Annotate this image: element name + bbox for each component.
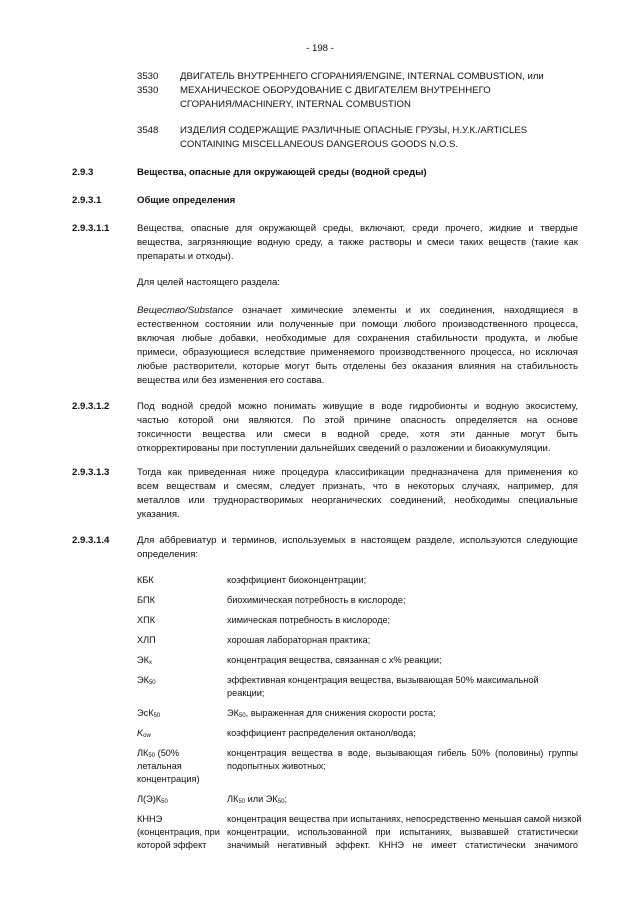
subscript: 50 xyxy=(238,799,246,805)
text-line: Тогда как приведенная ниже процедура классификации предназначена для применения ко xyxy=(137,467,578,478)
paragraph-2-9-3-1-3 xyxy=(137,466,578,522)
definition-row xyxy=(137,747,578,786)
abbr-base: Л(Э)К xyxy=(137,794,162,804)
text-line: включая любые добавки, необходимые для сохранения стабильности продукта, и любые xyxy=(137,333,578,344)
text-line: Вещества, опасные для окружающей среды, включают, среди прочего, жидкие и твердые xyxy=(137,223,578,234)
paragraph-number: 2.9.3.1.3 xyxy=(72,467,110,478)
paragraph-number: 2.9.3.1.4 xyxy=(72,535,110,546)
text-line xyxy=(137,304,578,318)
un-number: 3548 xyxy=(137,125,159,136)
abbr-subscript: 50 xyxy=(153,713,161,719)
text-line: подопытных животных; xyxy=(227,761,326,771)
text-line: определения: xyxy=(137,549,199,560)
subscript: 50 xyxy=(238,713,246,719)
un-number: 3530 xyxy=(137,85,159,96)
definition-abbr: БПК xyxy=(137,595,155,605)
definitions-list xyxy=(137,574,582,859)
definition-row xyxy=(137,614,578,627)
subscript: 50 xyxy=(277,799,285,805)
un-number: 3530 xyxy=(137,71,159,82)
definition-abbr xyxy=(137,747,227,786)
definition-abbr: ХПК xyxy=(137,615,156,625)
paragraph-intro: Для целей настоящего раздела: xyxy=(137,277,280,288)
paragraph-substance-definition xyxy=(137,304,578,388)
definition-abbr: ХЛП xyxy=(137,635,156,645)
un-name: ДВИГАТЕЛЬ ВНУТРЕННЕГО СГОРАНИЯ/ENGINE, INTERNAL COMBUSTION, или xyxy=(180,71,544,82)
text-line: Под водной средой можно понимать живущие в воде гидробионты и водную экосистему, xyxy=(137,401,578,412)
definition-row xyxy=(137,594,578,607)
abbr-subscript: 50 xyxy=(148,680,156,686)
abbr-base: ЛК xyxy=(137,748,149,758)
definition-abbr xyxy=(137,727,227,740)
definition-text xyxy=(227,707,578,720)
paragraph-2-9-3-1-2 xyxy=(137,400,578,456)
definition-text: биохимическая потребность в кислороде; xyxy=(227,595,406,605)
text-line: препараты и отходы). xyxy=(137,251,234,262)
abbr-subscript: 50 xyxy=(161,799,168,805)
text-line: концентрация вещества при испытаниях, непосредственно меньшая самой низкой xyxy=(227,814,582,824)
abbr-base: ЭК xyxy=(137,655,149,665)
text-line: любые растворители, которые могут быть отделены без оказания влияния на стабильность xyxy=(137,361,578,372)
definition-row xyxy=(137,654,578,667)
section-number: 2.9.3 xyxy=(72,167,94,178)
text: ; xyxy=(284,794,288,804)
section-title: Вещества, опасные для окружающей среды (водной среды) xyxy=(137,167,427,178)
un-name: ИЗДЕЛИЯ СОДЕРЖАЩИЕ РАЗЛИЧНЫЕ ОПАСНЫЕ ГРУЗЫ, Н.У.К./ARTICLES xyxy=(180,125,528,136)
definition-row xyxy=(137,793,578,806)
definition-abbr xyxy=(137,707,227,720)
abbr-subscript: ow xyxy=(143,733,151,739)
abbr-subscript: 50 xyxy=(148,753,156,759)
definition-text: коэффициент распределения октанол/вода; xyxy=(227,728,416,738)
definition-row xyxy=(137,574,578,587)
text-line: значимый негативный эффект. КННЭ не имеет статистически значимого xyxy=(227,840,578,850)
definition-abbr: КБК xyxy=(137,575,154,585)
paragraph-number: 2.9.3.1.1 xyxy=(72,223,110,234)
definition-abbr: КННЭ (концентрация, при которой эффект xyxy=(137,814,220,850)
definition-row xyxy=(137,727,578,740)
paragraph-number: 2.9.3.1.2 xyxy=(72,401,110,412)
text: ЭК xyxy=(227,708,239,718)
text-line: всем веществам и смесям, следует признать, что в некоторых случаях, например, для xyxy=(137,481,578,492)
abbr-base: ЭК xyxy=(137,675,149,685)
definition-row xyxy=(137,634,578,647)
text-line: вещества, загрязняющие водную среду, а также растворы и смеси таких веществ (такие как xyxy=(137,237,578,248)
definition-abbr xyxy=(137,654,227,667)
definition-row xyxy=(137,674,578,700)
definition-text: концентрация вещества, связанная с x% реакции; xyxy=(227,655,442,665)
paragraph-2-9-3-1-4 xyxy=(137,534,578,562)
text: , выраженная для снижения скорости роста; xyxy=(245,708,436,718)
text-line: токсичности вещества или смеси в водной среде, хотя эти данные могут быть xyxy=(137,429,578,440)
definition-text xyxy=(227,747,578,773)
text-line: указания. xyxy=(137,509,180,520)
text-line: вещества или без изменения его состава. xyxy=(137,375,325,386)
text: или ЭК xyxy=(245,794,278,804)
text-line: примеси, образующиеся вследствие применяемого производственного процесса, но исключая xyxy=(137,347,578,358)
definition-row xyxy=(137,813,582,852)
abbr-tail: (50% летальная концентрация) xyxy=(137,748,200,784)
definition-abbr xyxy=(137,674,227,687)
abbr-base: K xyxy=(137,728,144,738)
definition-abbr xyxy=(137,793,227,806)
text-line: металлов или труднорастворимых неорганических соединений, необходимы специальные xyxy=(137,495,578,506)
un-name: СГОРАНИЯ/MACHINERY, INTERNAL COMBUSTION xyxy=(180,99,411,110)
text-line: Для аббревиатур и терминов, используемых в настоящем разделе, используются следующие xyxy=(137,535,578,546)
subsection-title: Общие определения xyxy=(137,195,236,206)
term: Вещество/Substance xyxy=(137,305,234,316)
paragraph-2-9-3-1-1 xyxy=(137,222,578,264)
definition-text: эффективная концентрация вещества, вызывающая 50% максимальной реакции; xyxy=(227,675,539,698)
definition-text xyxy=(227,813,582,852)
page-number: - 198 - xyxy=(306,43,334,54)
text-line: естественном состоянии или полученные при помощи любого производственного процесса, xyxy=(137,319,578,330)
text-line: откорректированы при поступлении дальнейших сведений о разложении и биоаккумуляции. xyxy=(137,443,551,454)
definition-row xyxy=(137,707,578,720)
text-line: концентрация вещества в воде, вызывающая гибель 50% (половины) группы xyxy=(227,748,578,758)
definition-text xyxy=(227,793,578,806)
text-line: концентрации, использованной при испытаниях, вызвавшей статистически xyxy=(227,827,578,837)
text-line: частью которой они являются. По этой причине опасность определяется на основе xyxy=(137,415,578,426)
text: означает химические элементы и их соединения, находящиеся в xyxy=(233,305,578,316)
definition-text: химическая потребность в кислороде; xyxy=(227,615,391,625)
un-name: МЕХАНИЧЕСКОЕ ОБОРУДОВАНИЕ С ДВИГАТЕЛЕМ ВНУТРЕННЕГО xyxy=(180,85,491,96)
definition-text: коэффициент биоконцентрации; xyxy=(227,575,367,585)
text: ЛК xyxy=(227,794,239,804)
subsection-number: 2.9.3.1 xyxy=(72,195,102,206)
definition-text: хорошая лабораторная практика; xyxy=(227,635,371,645)
un-name: CONTAINING MISCELLANEOUS DANGEROUS GOODS N.O.S. xyxy=(180,139,459,150)
abbr-base: ЭсК xyxy=(137,708,154,718)
abbr-subscript: x xyxy=(148,660,152,666)
